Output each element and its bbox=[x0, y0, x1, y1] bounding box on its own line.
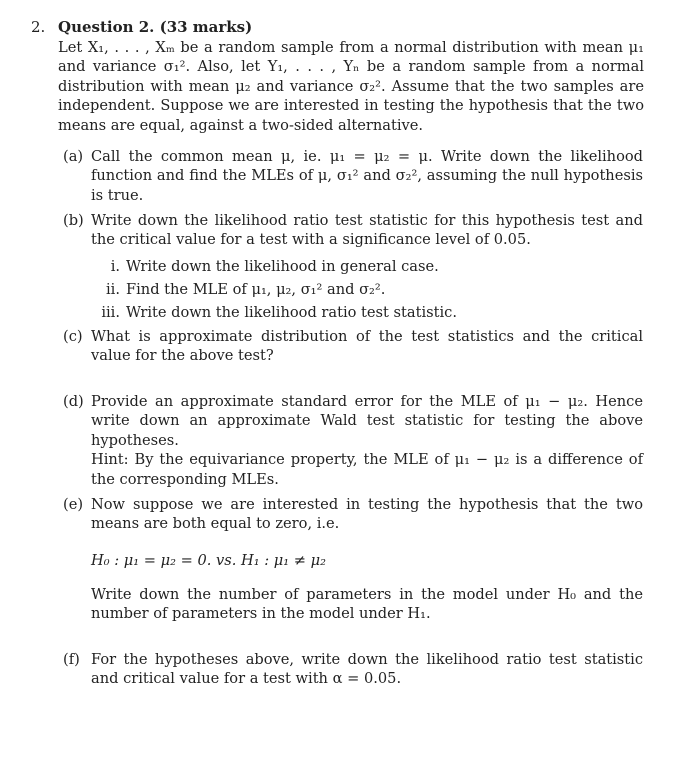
part-label: (b) bbox=[63, 212, 84, 229]
part-label: (d) bbox=[63, 393, 84, 410]
part-c bbox=[63, 327, 643, 366]
question-intro: Let X₁, . . . , Xₘ be a random sample from a normal distribution with mean μ₁ and variance σ₁². Also, let Y₁, . . . , Yₙ be a random sample from a normal distribution with mean μ₂ and variance σ₂². Assume that the two samples are independent. Suppose we are interested in testing the hypothesis that the two means are equal, against a two-sided alternative. bbox=[58, 39, 644, 134]
part-text: Call the common mean μ, ie. μ₁ = μ₂ = μ. Write down the likelihood function and find the MLEs of μ, σ₁² and σ₂², assuming the null hypothesis is true. bbox=[91, 148, 643, 204]
hypothesis-equation bbox=[63, 551, 643, 570]
part-e-continued bbox=[63, 585, 643, 624]
part-label: (a) bbox=[63, 148, 84, 165]
part-d bbox=[63, 392, 643, 489]
subpart-label: ii. bbox=[106, 281, 120, 298]
subpart-label: iii. bbox=[101, 304, 120, 321]
part-f bbox=[63, 650, 643, 689]
subpart-text: Write down the likelihood ratio test statistic. bbox=[126, 304, 457, 321]
question-number: 2. bbox=[31, 18, 46, 36]
subpart-text: Write down the likelihood in general case. bbox=[126, 258, 439, 275]
part-text: Write down the number of parameters in the model under H₀ and the number of parameters in the model under H₁. bbox=[91, 586, 643, 623]
question-title: Question 2. (33 marks) bbox=[58, 18, 253, 36]
equation-text: H₀ : μ₁ = μ₂ = 0. vs. H₁ : μ₁ ≠ μ₂ bbox=[91, 552, 326, 569]
part-text: Now suppose we are interested in testing the hypothesis that the two means are both equal to zero, i.e. bbox=[91, 496, 643, 533]
part-hint: Hint: By the equivariance property, the MLE of μ₁ − μ₂ is a difference of the corresponding MLEs. bbox=[91, 451, 643, 488]
part-a bbox=[63, 147, 643, 205]
question-heading bbox=[31, 18, 252, 37]
part-e bbox=[63, 495, 643, 534]
subpart-text: Find the MLE of μ₁, μ₂, σ₁² and σ₂². bbox=[126, 281, 386, 298]
part-label: (c) bbox=[63, 328, 83, 345]
part-label: (f) bbox=[63, 651, 80, 668]
subpart-iii bbox=[100, 303, 620, 322]
subpart-label: i. bbox=[110, 258, 120, 275]
part-text: Write down the likelihood ratio test statistic for this hypothesis test and the critical value for a test with a significance level of 0.05. bbox=[91, 212, 643, 249]
part-text: What is approximate distribution of the test statistics and the critical value for the above test? bbox=[91, 328, 643, 365]
subpart-ii bbox=[100, 280, 620, 299]
subpart-i bbox=[100, 257, 620, 276]
part-text: Provide an approximate standard error for the MLE of μ₁ − μ₂. Hence write down an approximate Wald test statistic for testing the above hypotheses. bbox=[91, 393, 643, 449]
part-b bbox=[63, 211, 643, 250]
part-label: (e) bbox=[63, 496, 84, 513]
part-text: For the hypotheses above, write down the likelihood ratio test statistic and critical value for a test with α = 0.05. bbox=[91, 651, 643, 688]
